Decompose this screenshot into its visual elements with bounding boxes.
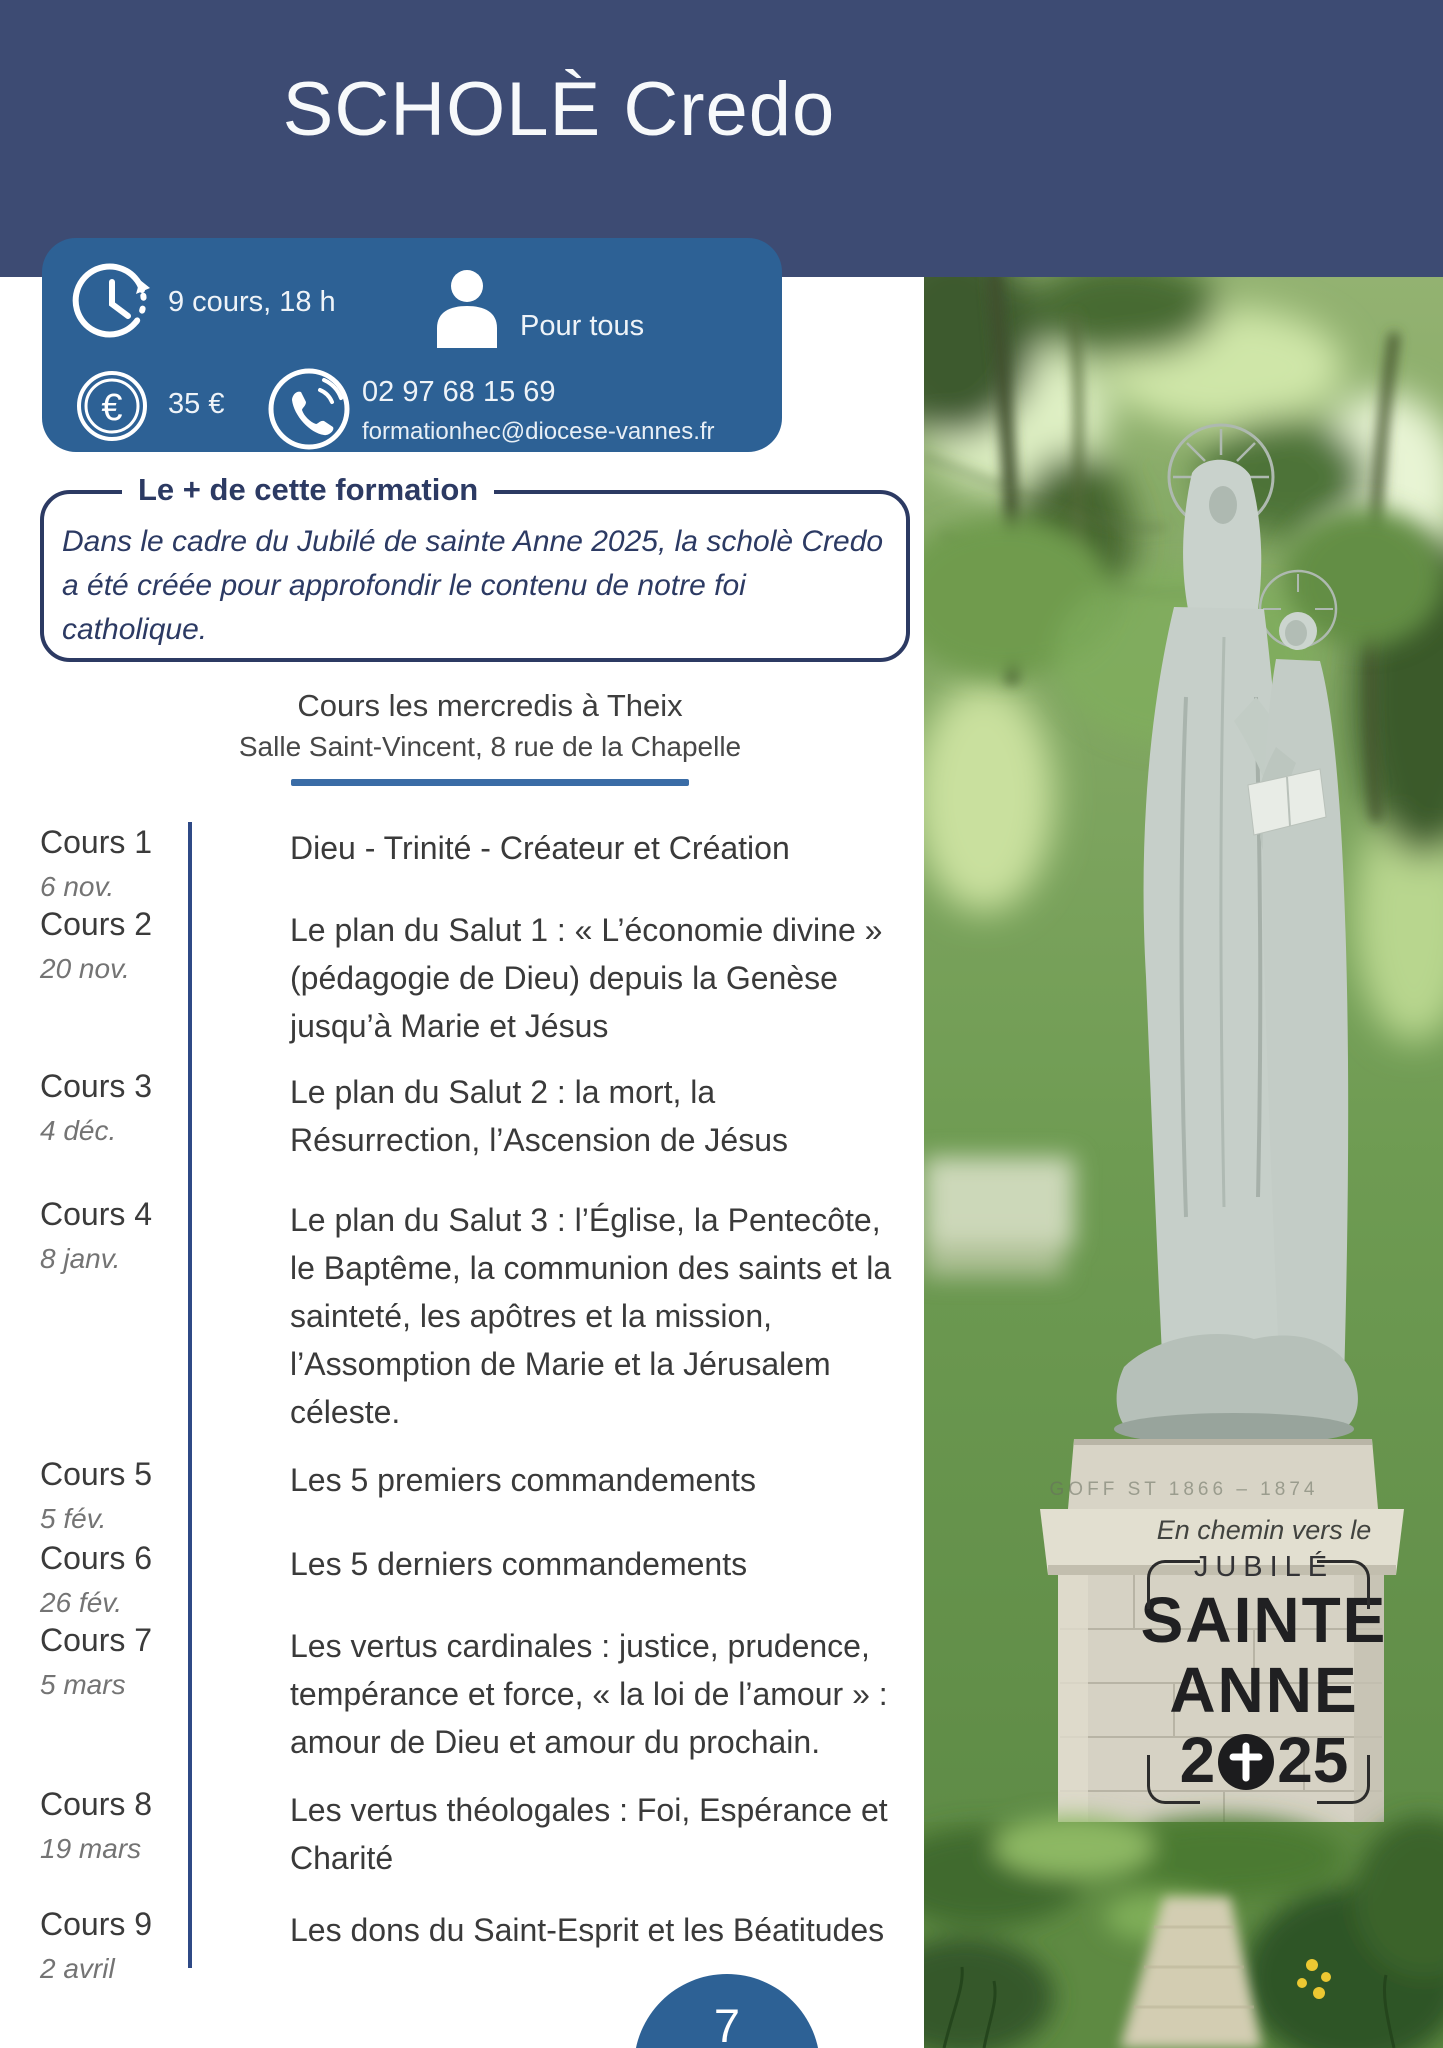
course-description: Les vertus théologales : Foi, Espérance et Charité bbox=[290, 1792, 888, 1876]
course-row bbox=[40, 1196, 920, 1436]
overlay-year bbox=[1044, 1723, 1443, 1797]
corner-bracket-top-right bbox=[1317, 1560, 1370, 1609]
course-label: Cours 3 bbox=[40, 1068, 153, 1104]
year-prefix: 2 bbox=[1179, 1724, 1216, 1796]
duration-text: 9 cours, 18 h bbox=[168, 286, 336, 318]
phone-icon bbox=[264, 364, 354, 454]
corner-bracket-top-left bbox=[1147, 1560, 1200, 1609]
course-row bbox=[40, 824, 920, 903]
course-label: Cours 1 bbox=[40, 824, 153, 860]
course-date: 4 déc. bbox=[40, 1115, 117, 1146]
course-label: Cours 8 bbox=[40, 1786, 153, 1822]
course-row bbox=[40, 1456, 920, 1535]
location-line-2: Salle Saint-Vincent, 8 rue de la Chapelle bbox=[238, 731, 742, 762]
course-label: Cours 4 bbox=[40, 1196, 153, 1232]
course-list bbox=[0, 810, 930, 1990]
highlight-title: Le + de cette formation bbox=[122, 472, 494, 508]
course-description: Le plan du Salut 1 : « L’économie divine » (pédagogie de Dieu) depuis la Genèse jusqu’à Marie et Jésus bbox=[290, 912, 883, 1044]
page-number: 7 bbox=[713, 1999, 741, 2048]
overlay-anne: ANNE bbox=[1169, 1654, 1359, 1726]
overlay-sainte: SAINTE bbox=[1140, 1584, 1388, 1656]
course-row bbox=[40, 1540, 920, 1619]
course-label: Cours 2 bbox=[40, 906, 153, 942]
phone-text: 02 97 68 15 69 bbox=[362, 376, 556, 408]
highlight-text: Dans le cadre du Jubilé de sainte Anne 2025, la scholè Credo a été créée pour approfondir le contenu de notre foi catholique. bbox=[62, 525, 884, 646]
person-icon bbox=[424, 262, 510, 348]
course-date: 5 mars bbox=[40, 1669, 126, 1700]
highlight-box bbox=[40, 472, 910, 662]
audience-text: Pour tous bbox=[520, 310, 645, 342]
course-date: 19 mars bbox=[40, 1833, 142, 1864]
location-line-1: Cours les mercredis à Theix bbox=[297, 688, 683, 723]
overlay-jubile: JUBILÉ bbox=[1193, 1551, 1335, 1583]
euro-icon bbox=[74, 368, 150, 444]
course-row bbox=[40, 906, 920, 1050]
course-date: 6 nov. bbox=[40, 871, 115, 902]
email-text: formationhec@diocese-vannes.fr bbox=[362, 418, 715, 445]
course-description: Le plan du Salut 2 : la mort, la Résurrection, l’Ascension de Jésus bbox=[290, 1074, 789, 1158]
course-date: 20 nov. bbox=[40, 953, 130, 984]
corner-bracket-bottom-right bbox=[1317, 1755, 1370, 1804]
overlay-tagline: En chemin vers le bbox=[1156, 1515, 1372, 1545]
course-date: 8 janv. bbox=[40, 1243, 121, 1274]
course-label: Cours 6 bbox=[40, 1540, 153, 1576]
course-row bbox=[40, 1906, 920, 1985]
course-description: Dieu - Trinité - Créateur et Création bbox=[290, 830, 790, 866]
course-description: Le plan du Salut 3 : l’Église, la Pentecôte, le Baptême, la communion des saints et la sainteté, les apôtres et la mission, l’Assomption de Marie et la Jérusalem céleste. bbox=[290, 1202, 892, 1430]
corner-bracket-bottom-left bbox=[1147, 1755, 1200, 1804]
course-date: 5 fév. bbox=[40, 1503, 107, 1534]
location-block bbox=[55, 688, 925, 786]
divider-line bbox=[291, 779, 689, 786]
year-suffix: 25 bbox=[1277, 1724, 1349, 1796]
page-title: SCHOLÈ Credo bbox=[282, 67, 836, 152]
course-description: Les 5 premiers commandements bbox=[290, 1462, 756, 1498]
course-row bbox=[40, 1622, 920, 1766]
svg-text:€: € bbox=[101, 387, 123, 429]
course-date: 2 avril bbox=[40, 1953, 115, 1984]
course-row bbox=[40, 1786, 920, 1882]
cross-in-zero-icon bbox=[1218, 1734, 1274, 1790]
course-date: 26 fév. bbox=[40, 1587, 122, 1618]
course-description: Les vertus cardinales : justice, prudence, tempérance et force, « la loi de l’amour » : amour de Dieu et amour du prochain. bbox=[290, 1628, 888, 1760]
course-label: Cours 5 bbox=[40, 1456, 153, 1492]
course-label: Cours 7 bbox=[40, 1622, 153, 1658]
course-row bbox=[40, 1068, 920, 1164]
pedestal-engraving: GOFF ST 1866 – 1874 bbox=[1049, 1479, 1319, 1500]
photo-overlay bbox=[924, 277, 1443, 2048]
course-description: Les 5 derniers commandements bbox=[290, 1546, 748, 1582]
price-text: 35 € bbox=[168, 388, 225, 420]
course-label: Cours 9 bbox=[40, 1906, 153, 1942]
info-box bbox=[42, 238, 782, 452]
course-description: Les dons du Saint-Esprit et les Béatitudes bbox=[290, 1912, 885, 1948]
clock-icon bbox=[70, 260, 154, 344]
